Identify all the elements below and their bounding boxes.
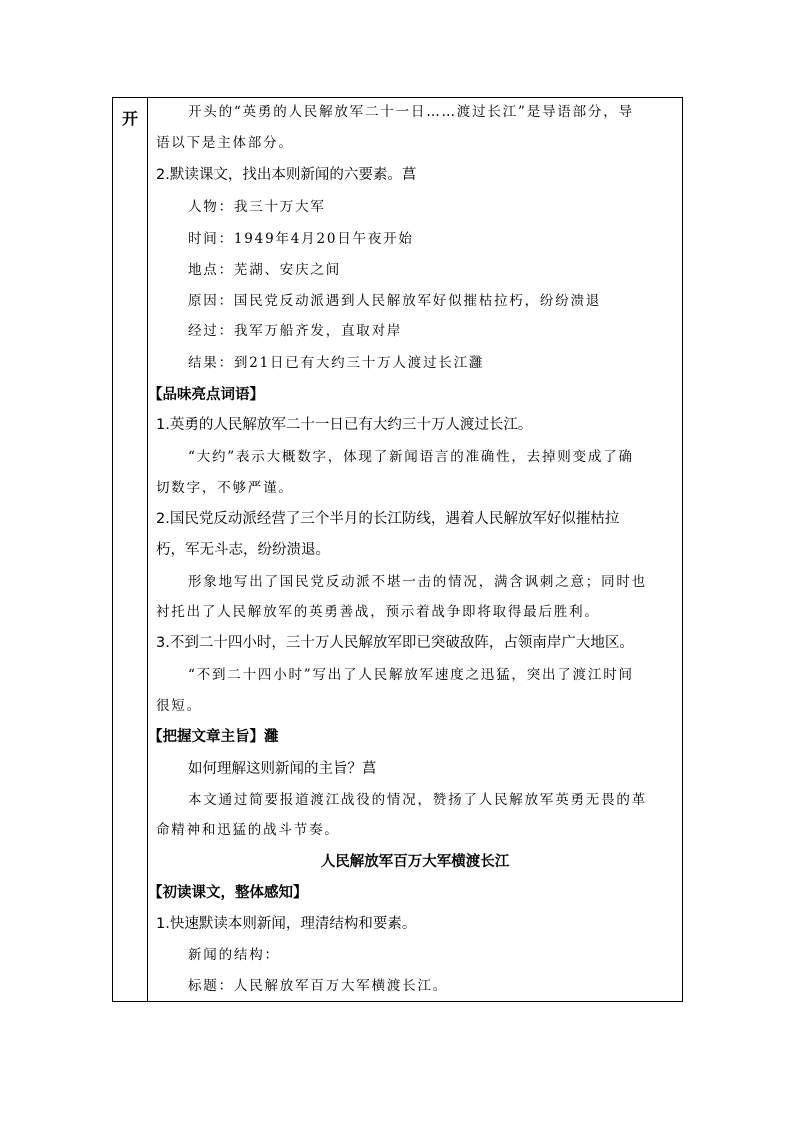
text-line: 命精神和迅猛的战斗节奏。 bbox=[156, 822, 340, 838]
text-line: 开头的“英勇的人民解放军二十一日……渡过长江”是导语部分，导 bbox=[188, 104, 634, 120]
text-line: 本文通过简要报道渡江战役的情况，赞扬了人民解放军英勇无畏的革 bbox=[188, 792, 647, 808]
text-line: 语以下是主体部分。 bbox=[156, 135, 294, 151]
text-line: 地点：芜湖、安庆之间 bbox=[188, 262, 341, 278]
section-heading: 【品味亮点词语】 bbox=[148, 387, 264, 403]
text-line: “不到二十四小时”写出了人民解放军速度之迅猛，突出了渡江时间 bbox=[188, 667, 634, 683]
text-line: 人物：我三十万大军 bbox=[188, 199, 326, 215]
section-heading: 【初读课文，整体感知】 bbox=[148, 885, 308, 901]
text-line: 1.快速默读本则新闻，理清结构和要素。 bbox=[156, 916, 417, 932]
text-line: 3.不到二十四小时，三十万人民解放军即已突破敌阵，占领南岸广大地区。 bbox=[156, 635, 634, 651]
text-line: 结果：到21日已有大约三十万人渡过长江灉 bbox=[188, 355, 485, 371]
text-line: 很短。 bbox=[156, 698, 202, 714]
text-line: 时间：1949年4月20日午夜开始 bbox=[188, 231, 414, 247]
text-line: 衬托出了人民解放军的英勇善战，预示着战争即将取得最后胜利。 bbox=[156, 604, 600, 620]
text-line: 切数字，不够严谨。 bbox=[156, 480, 294, 496]
text-line: 标题：人民解放军百万大军横渡长江。 bbox=[188, 978, 449, 994]
article-title: 人民解放军百万大军横渡长江 bbox=[320, 854, 510, 870]
text-line: 1.英勇的人民解放军二十一日已有大约三十万人渡过长江。 bbox=[156, 417, 533, 433]
left-cell-label: 开 bbox=[121, 109, 138, 128]
content-cell bbox=[148, 98, 682, 1001]
section-heading: 【把握文章主旨】灉 bbox=[148, 729, 279, 745]
text-line: 如何理解这则新闻的主旨？菖 bbox=[188, 761, 377, 777]
text-line: “大约”表示大概数字，体现了新闻语言的准确性，去掉则变成了确 bbox=[188, 449, 634, 465]
lesson-table bbox=[112, 97, 683, 1002]
text-line: 经过：我军万船齐发，直取对岸 bbox=[188, 323, 403, 339]
text-line: 2.国民党反动派经营了三个半月的长江防线，遇着人民解放军好似摧枯拉 bbox=[156, 511, 620, 527]
text-line: 原因：国民党反动派遇到人民解放军好似摧枯拉朽，纷纷溃退 bbox=[188, 293, 602, 309]
text-line: 2.默读课文，找出本则新闻的六要素。菖 bbox=[156, 167, 417, 183]
text-line: 形象地写出了国民党反动派不堪一击的情况，满含讽刺之意；同时也 bbox=[188, 574, 647, 590]
text-line: 新闻的结构： bbox=[188, 947, 280, 963]
text-line: 朽，军无斗志，纷纷溃退。 bbox=[156, 542, 330, 558]
